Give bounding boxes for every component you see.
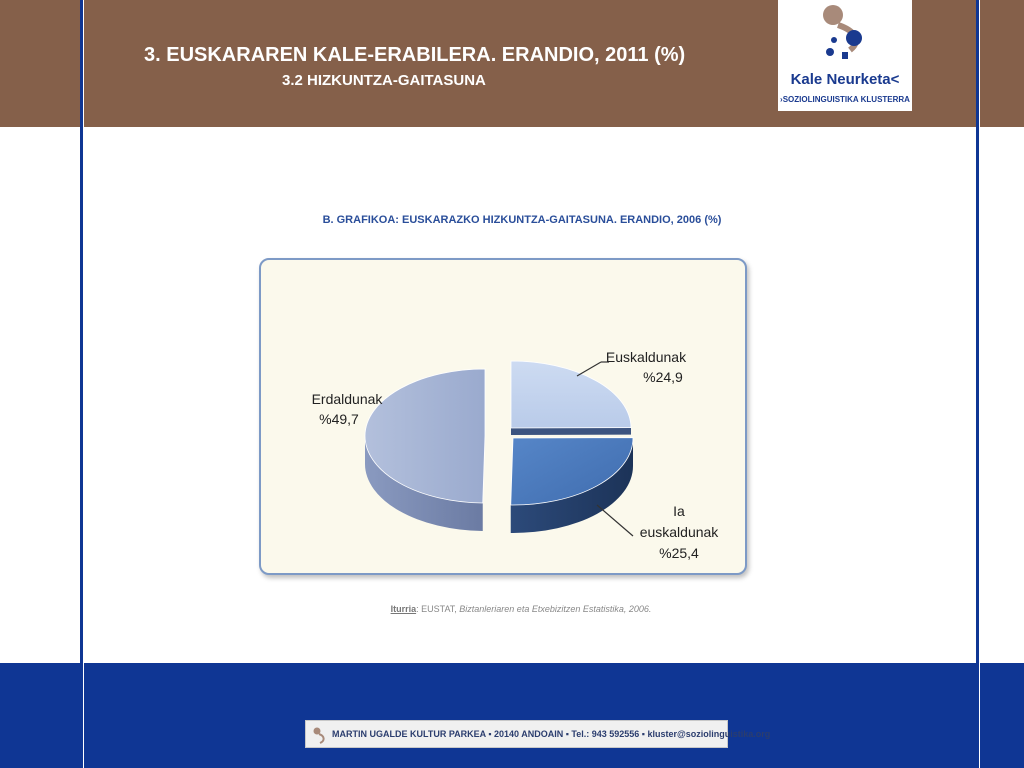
pie-edge-euskaldunak (511, 428, 631, 435)
slice-label-ia-line2: euskaldunak (639, 524, 719, 540)
slice-label-euskaldunak: Euskaldunak (605, 349, 687, 365)
source-note (0, 604, 1024, 614)
chart-title: B. GRAFIKOA: EUSKARAZKO HIZKUNTZA-GAITASUNA. ERANDIO, 2006 (%) (322, 214, 722, 226)
slice-value-erdaldunak: %49,7 (319, 411, 359, 427)
pie-chart (259, 258, 747, 575)
footer-band (0, 663, 1024, 768)
logo-name: Kale Neurketa< (790, 71, 900, 88)
leader-line-ia-euskaldunak (597, 505, 633, 536)
leader-line-euskaldunak (577, 362, 601, 376)
source-key: Iturria (390, 604, 417, 614)
slice-label-ia-line1: Ia (673, 503, 685, 519)
slide-title: 3. EUSKARAREN KALE-ERABILERA. ERANDIO, 2011 (%) (144, 44, 686, 66)
source-title: Biztanleriaren eta Etxebizitzen Estatistika, 2006. (459, 604, 652, 614)
footer-address: MARTIN UGALDE KULTUR PARKEA ▪ 20140 ANDOAIN ▪ Tel.: 943 592556 ▪ kluster@soziolinguistika.org (332, 729, 771, 739)
left-vertical-line-inner (83, 0, 84, 768)
address-bar (305, 720, 771, 748)
source-separator: : EUSTAT, (416, 604, 460, 614)
logo-mark-icon (778, 0, 912, 70)
slice-value-euskaldunak: %24,9 (643, 369, 683, 385)
pie-slice-euskaldunak (511, 361, 631, 428)
logo (778, 0, 912, 111)
slice-value-ia-euskaldunak: %25,4 (659, 545, 699, 561)
slice-label-erdaldunak: Erdaldunak (311, 391, 383, 407)
footer-logo-icon (310, 725, 330, 745)
logo-tagline: ›SOZIOLINGUISTIKA KLUSTERRA (780, 95, 910, 104)
slide-subtitle: 3.2 HIZKUNTZA-GAITASUNA (282, 72, 486, 89)
right-vertical-line-inner (979, 0, 980, 768)
